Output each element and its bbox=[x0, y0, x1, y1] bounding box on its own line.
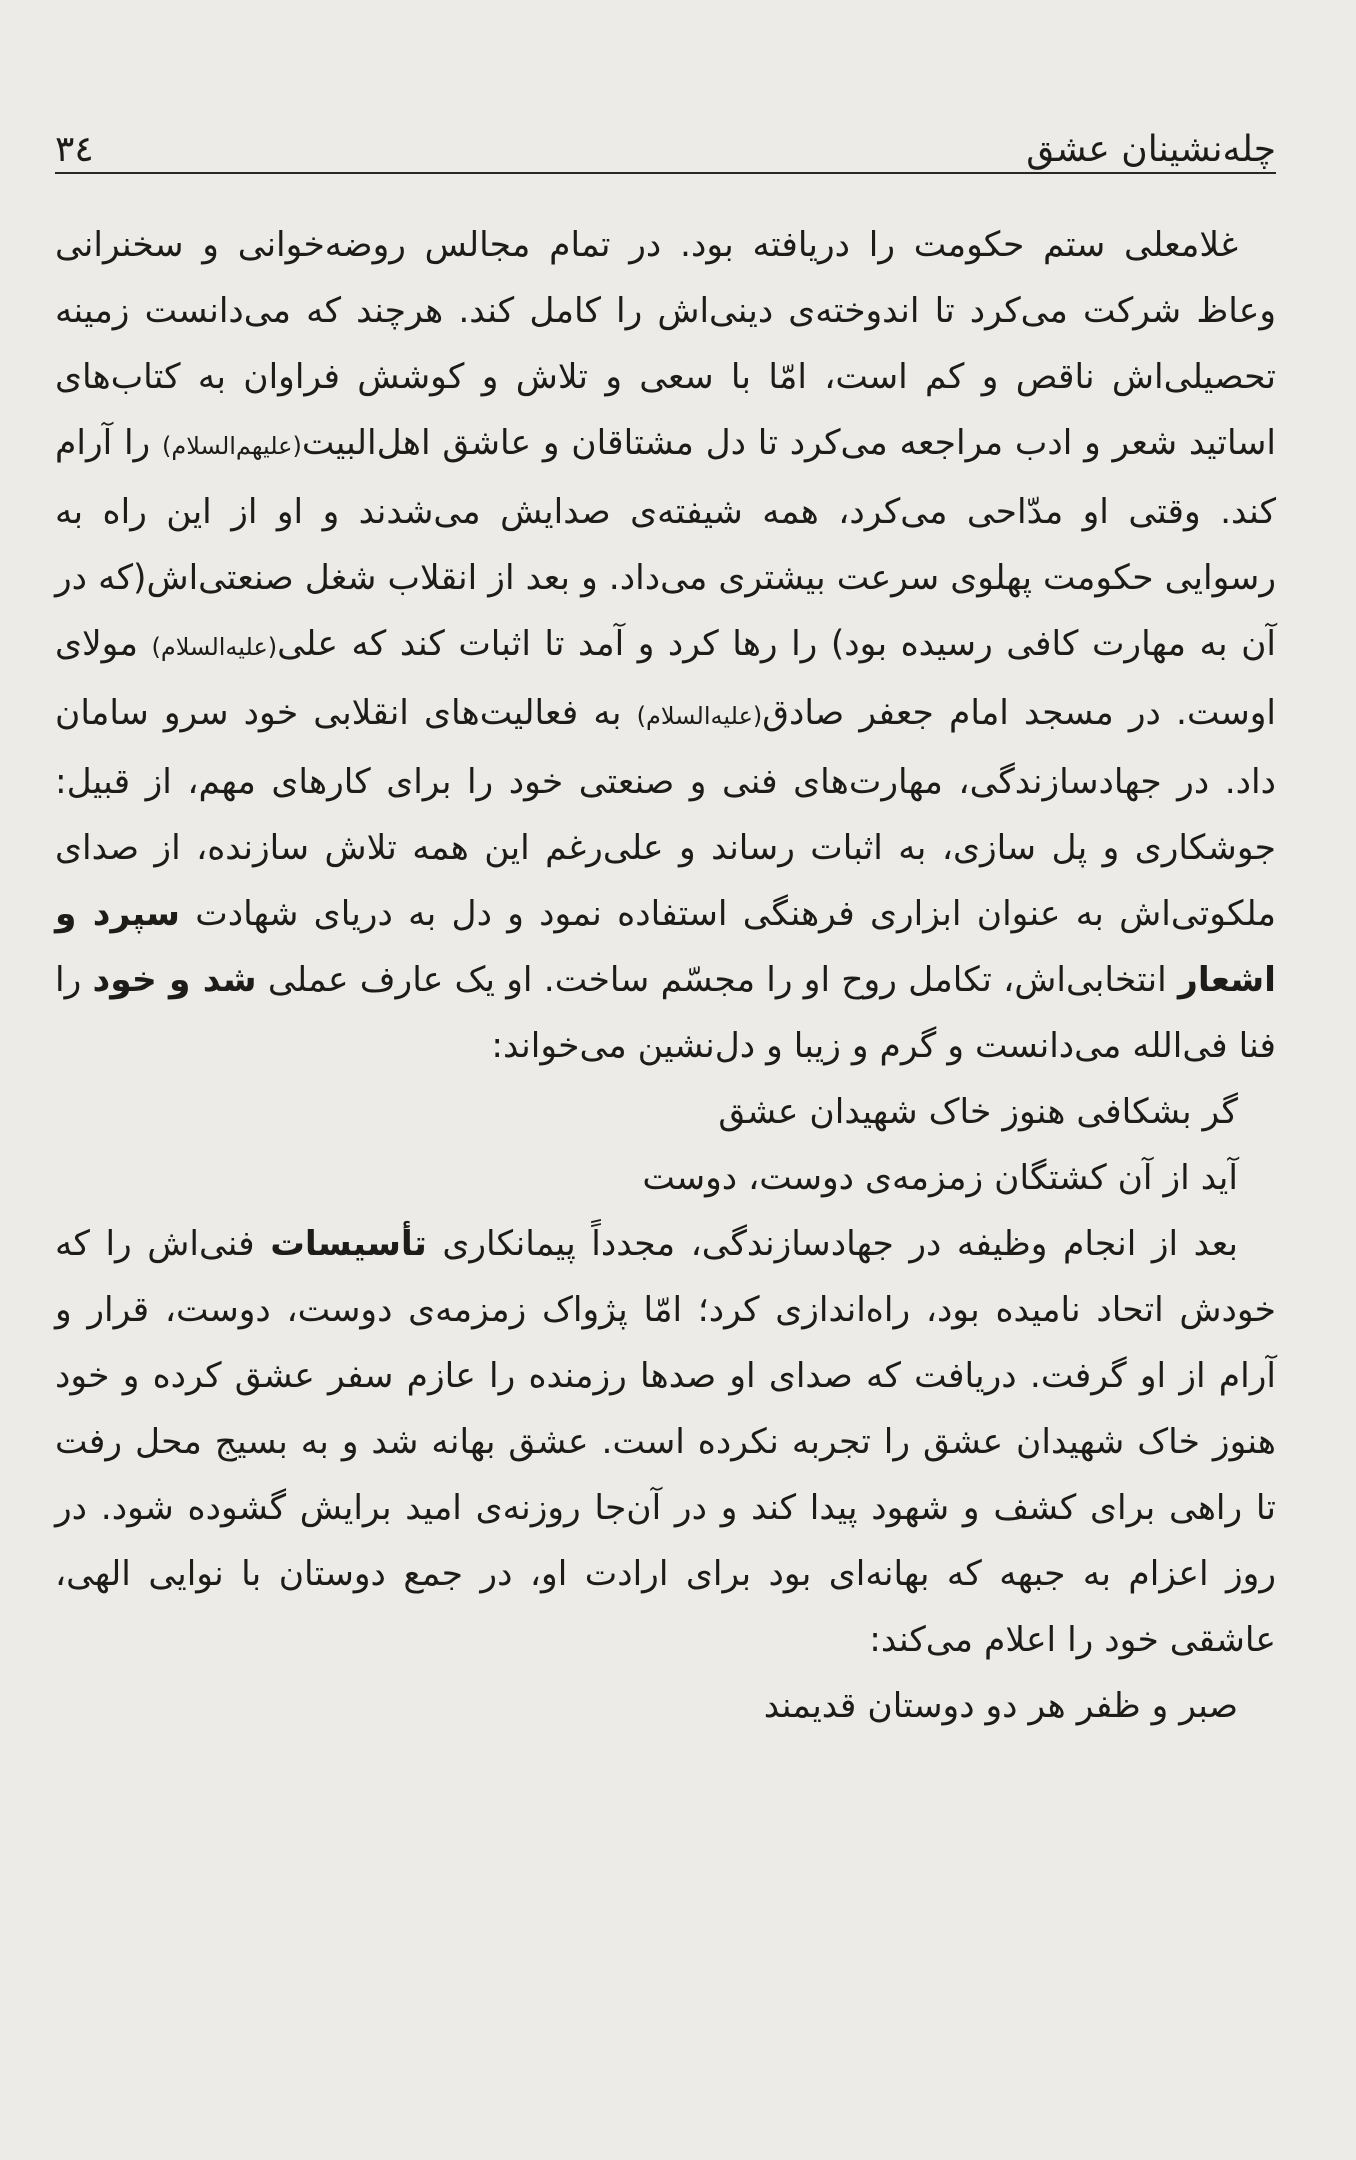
running-title: چله‌نشینان عشق bbox=[1026, 129, 1276, 170]
p1-text-4: به فعالیت‌های انقلابی خود سرو سامان داد. در جهادسازندگی، مهارت‌های فنی و صنعتی خود را برای کارهای مهم، از قبیل: جوشکاری و پل سازی، به اثبات رساند و علی‌رغم این همه تلاش سازنده، از صدای ملکوتی‌اش به عنوان ابزاری فرهنگی استفاده نمود و دل به دریای شهادت bbox=[55, 693, 1276, 934]
p2-text-2: فنی‌اش را که خودش اتحاد نامیده بود، راه‌اندازی کرد؛ امّا پژواک زمزمه‌ی دوست، دوست، قرار و آرام از او گرفت. دریافت که صدای او صدها رزمنده را عازم سفر عشق کرده و خود هنوز خاک شهیدان عشق را تجربه نکرده است. عشق بهانه شد و به بسیج محل رفت تا راهی برای کشف و شهود پیدا کند و در آن‌جا روزنه‌ی امید برایش گشوده شود. در روز اعزام به جبهه که بهانه‌ای بود برای ارادت او، در جمع دوستان با نوایی الهی، عاشقی خود را اعلام می‌کند: bbox=[55, 1224, 1276, 1660]
verse-1-line-2: آید از آن کشتگان زمزمه‌ی دوست، دوست bbox=[642, 1158, 1238, 1198]
paragraph-1 bbox=[55, 212, 1276, 1079]
honorific-1: (علیهم‌السلام) bbox=[162, 432, 302, 460]
page-number: ۳٤ bbox=[55, 129, 94, 170]
paragraph-2 bbox=[55, 1211, 1276, 1673]
page-header bbox=[55, 112, 1276, 174]
p1-bold-2: شد و خود bbox=[92, 960, 257, 1000]
p1-bold-1: سپرد و اشعار bbox=[55, 894, 1276, 1000]
p1-text-6: را فنا فی‌الله می‌دانست و گرم و زیبا و دل‌نشین می‌خواند: bbox=[55, 960, 1276, 1066]
p2-text-1: بعد از انجام وظیفه در جهادسازندگی، مجدداً پیمانکاری bbox=[426, 1224, 1238, 1264]
p1-text-1: غلامعلی ستم حکومت را دریافته بود. در تمام مجالس روضه‌خوانی و سخنرانی وعاظ شرکت می‌کرد تا اندوخته‌ی دینی‌اش را کامل کند. هرچند که می‌دانست زمینه تحصیلی‌اش ناقص و کم است، امّا با سعی و تلاش و کوشش فراوان به کتاب‌های اساتید شعر و ادب مراجعه می‌کرد تا دل مشتاقان و عاشق اهل‌البیت bbox=[55, 225, 1277, 463]
honorific-3: (علیه‌السلام) bbox=[636, 702, 763, 730]
verse-1-line-1: گر بشکافی هنوز خاک شهیدان عشق bbox=[718, 1092, 1238, 1132]
honorific-2: (علیه‌السلام) bbox=[151, 633, 278, 661]
p2-bold-1: تأسیسات bbox=[270, 1224, 427, 1264]
verse-1 bbox=[55, 1079, 1276, 1211]
verse-2-line-1: صبر و ظفر هر دو دوستان قدیمند bbox=[763, 1686, 1238, 1726]
p1-text-3: مولای اوست. در مسجد امام جعفر صادق bbox=[55, 624, 1276, 733]
p1-text-2: را آرام کند. وقتی او مدّاحی می‌کرد، همه شیفته‌ی صدایش می‌شدند و او از این راه به رسوایی حکومت پهلوی سرعت بیشتری می‌داد. و بعد از انقلاب شغل صنعتی‌اش(که در آن به مهارت کافی رسیده بود) را رها کرد و آمد تا اثبات کند که علی bbox=[55, 423, 1277, 664]
p1-text-5: انتخابی‌اش، تکامل روح او را مجسّم ساخت. او یک عارف عملی bbox=[256, 960, 1178, 1000]
page-body bbox=[55, 212, 1276, 1739]
verse-2 bbox=[55, 1673, 1276, 1739]
